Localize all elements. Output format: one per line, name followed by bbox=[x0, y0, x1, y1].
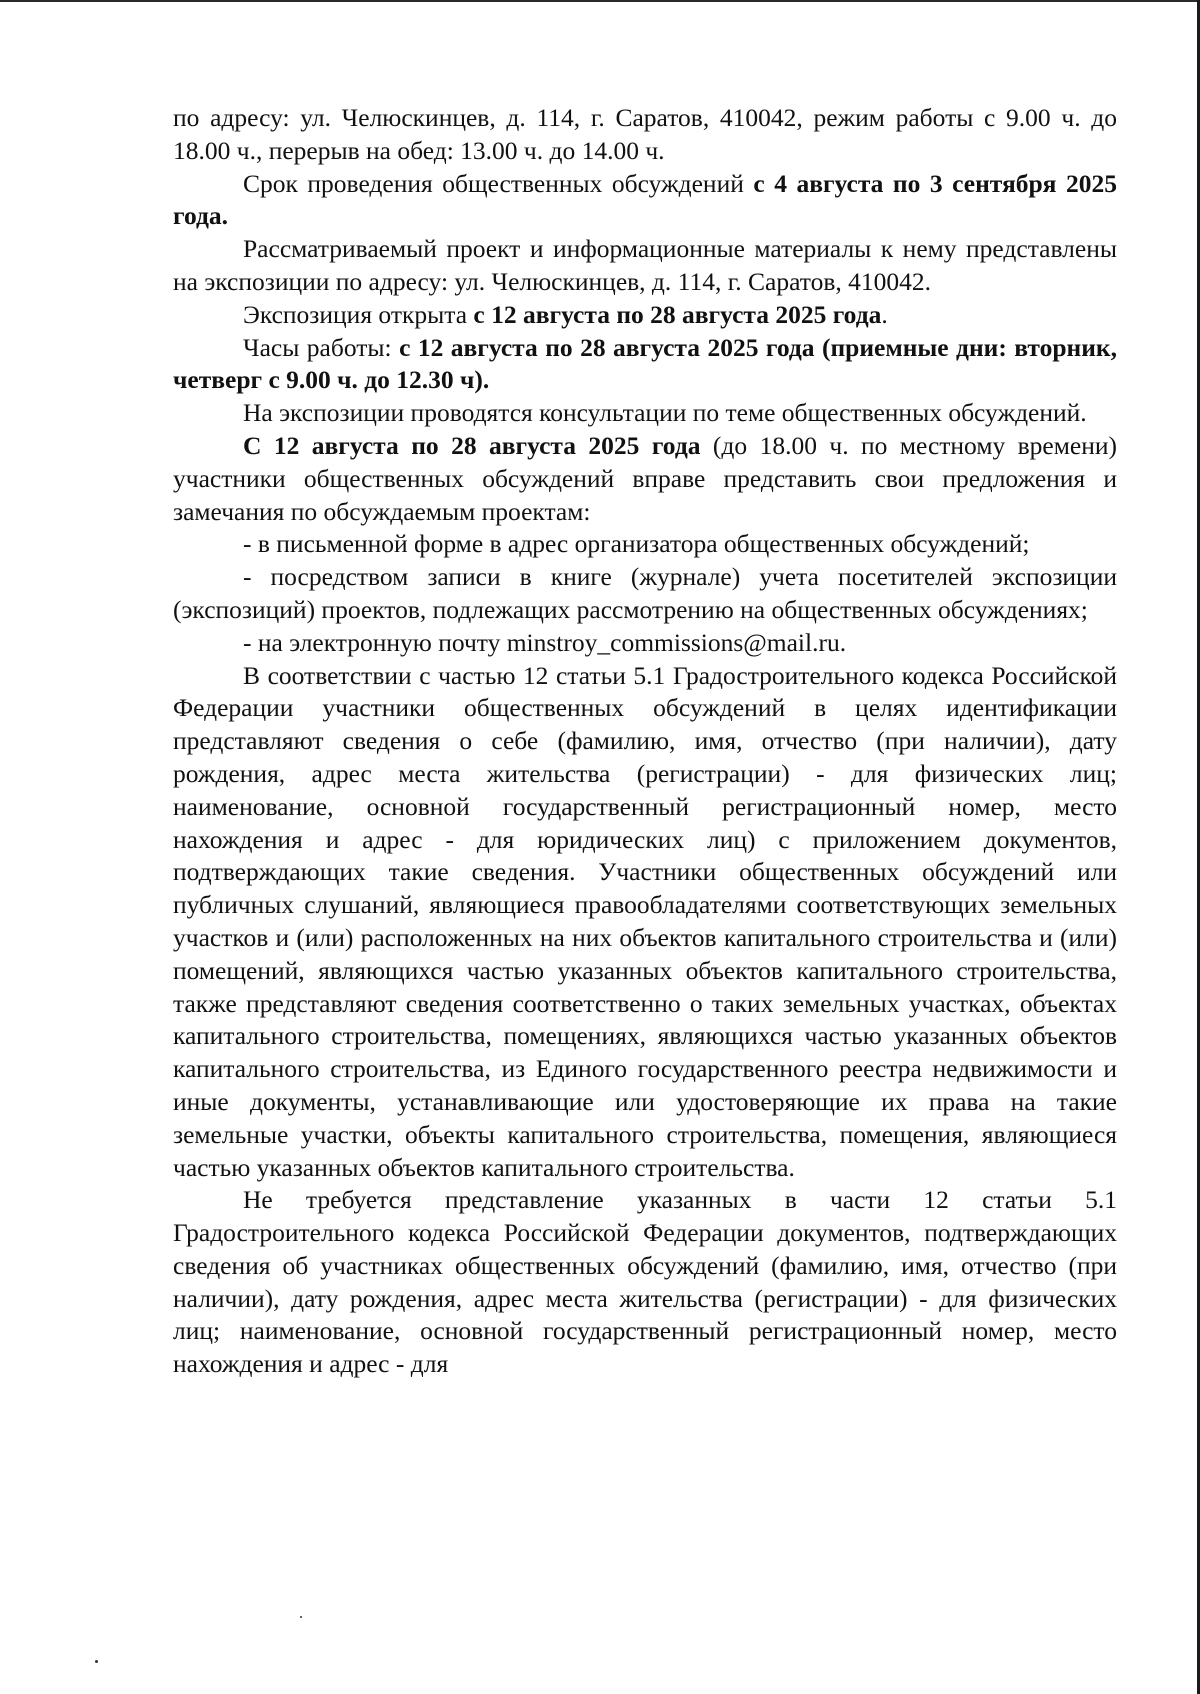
list-item-visitor-book: - посредством записи в книге (журнале) учета посетителей экспозиции (экспозиций) проектов, подлежащих рассмотрению на общественных обсуждениях; bbox=[173, 562, 1117, 624]
document-body bbox=[173, 102, 1117, 1381]
paragraph-discussion-period: Срок проведения общественных обсуждений с 4 августа по 3 сентября 2025 года. bbox=[173, 168, 1117, 231]
discussion-period-dates: с 4 августа по 3 сентября 2025 года. bbox=[173, 168, 1117, 231]
scan-speck bbox=[95, 1660, 98, 1663]
list-item-email: - на электронную почту minstroy_commissions@mail.ru. bbox=[243, 627, 847, 657]
paragraph-consultations: На экспозиции проводятся консультации по теме общественных обсуждений. bbox=[243, 398, 1087, 428]
scan-edge-top bbox=[0, 0, 1200, 2]
paragraph-proposals-period: С 12 августа по 28 августа 2025 года (до 18.00 ч. по местному времени) участники общественных обсуждений вправе представить свои предложения и замечания по обсуждаемым проектам: bbox=[173, 430, 1117, 526]
working-hours-dates: с 12 августа по 28 августа 2025 года (приемные дни: вторник, четверг с 9.00 ч. до 12.30 ч). bbox=[173, 332, 1117, 395]
paragraph-not-required: Не требуется представление указанных в части 12 статьи 5.1 Градостроительного кодекса Российской Федерации документов, подтверждающих сведения об участниках общественных обсуждений (фамилию, имя, отчество (при наличии), дату рождения, адрес места жительства (регистрации) - для физических лиц; наименование, основной государственный регистрационный номер, место нахождения и адрес - для bbox=[173, 1185, 1117, 1379]
paragraph-address: по адресу: ул. Челюскинцев, д. 114, г. Саратов, 410042, режим работы с 9.00 ч. до 18.00 ч., перерыв на обед: 13.00 ч. до 14.00 ч. bbox=[173, 103, 1117, 165]
paragraph-identification: В соответствии с частью 12 статьи 5.1 Градостроительного кодекса Российской Федерации участники общественных обсуждений в целях идентификации представляют сведения о себе (фамилию, имя, отчество (при наличии), дату рождения, адрес места жительства (регистрации) - для физических лиц; наименование, основной государственный регистрационный номер, место нахождения и адрес - для юридических лиц) с приложением документов, подтверждающих такие сведения. Участники общественных обсуждений или публичных слушаний, являющиеся правообладателями соответствующих земельных участков и (или) расположенных на них объектов капитального строительства и (или) помещений, являющихся частью указанных объектов капитального строительства, также представляют сведения соответственно о таких земельных участках, объектах капитального строительства, помещениях, являющихся частью указанных объектов капитального строительства, из Единого государственного реестра недвижимости и иные документы, устанавливающие или удостоверяющие их права на такие земельные участки, объекты капитального строительства, помещения, являющиеся частью указанных объектов капитального строительства. bbox=[173, 660, 1117, 1182]
paragraph-project-materials: Рассматриваемый проект и информационные материалы к нему представлены на экспозиции по адресу: ул. Челюскинцев, д. 114, г. Саратов, 410042. bbox=[173, 234, 1117, 296]
paragraph-exposition-open: Экспозиция открыта с 12 августа по 28 августа 2025 года. bbox=[243, 299, 888, 329]
paragraph-working-hours: Часы работы: с 12 августа по 28 августа 2025 года (приемные дни: вторник, четверг с 9.00 ч. до 12.30 ч). bbox=[173, 332, 1117, 395]
scan-speck bbox=[300, 1616, 302, 1618]
exposition-dates: с 12 августа по 28 августа 2025 года bbox=[473, 299, 882, 329]
list-item-written-form: - в письменной форме в адрес организатора общественных обсуждений; bbox=[243, 529, 1030, 559]
proposals-dates: С 12 августа по 28 августа 2025 года bbox=[243, 430, 701, 460]
